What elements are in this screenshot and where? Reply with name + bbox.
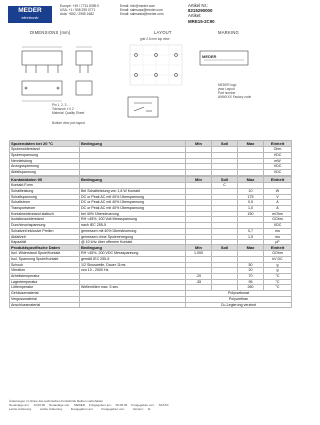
cell: g bbox=[264, 268, 292, 274]
col-header: Einheit bbox=[264, 177, 292, 183]
cell: @ 10 kHz über offenem Kontakt bbox=[80, 240, 186, 246]
cell: ms bbox=[264, 234, 292, 240]
cell: 175 bbox=[238, 194, 264, 200]
tolerance-note: Tolerance ± 0.2 bbox=[52, 107, 74, 111]
footer-field: SAXXX bbox=[158, 402, 169, 407]
table-row bbox=[10, 302, 292, 308]
footer-field: Version: bbox=[132, 406, 144, 411]
cell: A bbox=[264, 206, 292, 212]
col-header: Soll bbox=[212, 177, 238, 183]
table-row bbox=[10, 170, 292, 176]
cell: von 10 - 2000 Hz bbox=[80, 268, 186, 274]
table-title: Produktspezifische Daten bbox=[10, 245, 80, 251]
col-header: Bedingung bbox=[80, 141, 186, 147]
cell: VDC bbox=[264, 170, 292, 176]
contact-data-body bbox=[10, 183, 292, 246]
cell: Wellenlöten max. 5 sec. bbox=[80, 285, 186, 291]
dimensions-label: DIMENSIONS (mm) bbox=[30, 30, 71, 35]
coil-data-body bbox=[10, 147, 292, 176]
footer-field: Letzte Änderung: bbox=[39, 406, 63, 411]
col-header: Einheit bbox=[264, 141, 292, 147]
footer-field: Freigegeben von: bbox=[101, 406, 125, 411]
footer-field: Freigegeben am: bbox=[70, 406, 94, 411]
contact-block bbox=[60, 4, 99, 17]
cell: kV DC bbox=[264, 256, 292, 262]
cell: Polycarbonat bbox=[186, 291, 292, 297]
cell: Isol. Spannung Spule/Kontakt bbox=[10, 256, 80, 262]
footer-field: 13.06.00 bbox=[33, 402, 46, 407]
cell: VDC bbox=[264, 164, 292, 170]
footer bbox=[9, 400, 291, 411]
cell: °C bbox=[264, 285, 292, 291]
footer-field: 09.06.00 bbox=[115, 402, 128, 407]
footer-field: Freigegeben von: bbox=[131, 402, 155, 407]
cell: Spulenwiderstand bbox=[10, 147, 80, 153]
artikel-value: MRE15-2C90 bbox=[188, 18, 215, 24]
marking-line: yww Layout bbox=[218, 87, 235, 91]
footer-note: Änderungen im Sinne des technischen Fortschritts bleiben vorbehalten bbox=[9, 399, 104, 403]
cell: 1/2 Sinuswelle, Dauer 11ms bbox=[80, 262, 186, 268]
footer-field: Freigegeben am: bbox=[88, 402, 112, 407]
cell: Durchbruchspannung bbox=[10, 223, 80, 229]
contact-data-table bbox=[9, 176, 292, 246]
cell: DC or Peak AC mit 40% Überspannung bbox=[80, 200, 186, 206]
cell bbox=[238, 170, 264, 176]
cell: DC or Peak AC mit 40% Überspannung bbox=[80, 206, 186, 212]
email-usa: Email: salesusa@meder.com bbox=[120, 8, 163, 13]
cell: RH <45%, 100 Volt Messspannung bbox=[80, 217, 186, 223]
cell bbox=[186, 170, 212, 176]
product-data-table bbox=[9, 244, 292, 308]
cell: Schaltleistung bbox=[10, 188, 80, 194]
cell: Arbeitstemperatur bbox=[10, 274, 80, 280]
table-title: Spulendaten bei 20 °C bbox=[10, 141, 80, 147]
cell: Abfallspannung bbox=[10, 170, 80, 176]
cell: 50 bbox=[238, 262, 264, 268]
drawing-notes bbox=[52, 103, 84, 115]
cell: W bbox=[264, 188, 292, 194]
cell: 20 bbox=[238, 268, 264, 274]
marking-line: ANWXXX Factory code bbox=[218, 95, 252, 99]
cell: 70 bbox=[238, 274, 264, 280]
cell: °C bbox=[264, 279, 292, 285]
cell: Schaltstrom bbox=[10, 200, 80, 206]
artnr-value: 8215290000 bbox=[188, 8, 213, 14]
cell: Anzugsspannung bbox=[10, 164, 80, 170]
footer-field: MEDER bbox=[74, 402, 85, 407]
cell: -35 bbox=[186, 279, 212, 285]
cell: 10 bbox=[238, 188, 264, 194]
footer-field: Neuanlage am: bbox=[9, 402, 30, 407]
cell: ms bbox=[264, 228, 292, 234]
article-block bbox=[188, 3, 215, 24]
pin-note: Pin 1, 2, 3 ... bbox=[52, 103, 70, 107]
cell: 0,7 bbox=[238, 228, 264, 234]
cell: pF bbox=[264, 240, 292, 246]
footer-row-modified bbox=[9, 408, 291, 412]
cell: 260 bbox=[238, 285, 264, 291]
cell: mOhm bbox=[264, 211, 292, 217]
cell: VDC bbox=[264, 223, 292, 229]
cell: Vibration bbox=[10, 268, 80, 274]
cell: GOhm bbox=[264, 251, 292, 257]
cell: Kapazität bbox=[10, 240, 80, 246]
cell: Spulenspannung bbox=[10, 152, 80, 158]
cell: Isol. Widerstand Spule/Kontakt bbox=[10, 251, 80, 257]
cell: Abfallzeit bbox=[10, 234, 80, 240]
cell: 1,0 bbox=[238, 206, 264, 212]
logo-subtext: electronic bbox=[21, 15, 39, 20]
col-header: Bedingung bbox=[80, 245, 186, 251]
cell: Cu-Legierung verzinnt bbox=[186, 302, 292, 308]
contact-europe: Europe: +49 / 7731 8399 0 bbox=[60, 4, 100, 8]
meder-logo bbox=[8, 6, 52, 23]
cell: g bbox=[264, 262, 292, 268]
cell: Schaltspannung bbox=[10, 194, 80, 200]
cell: Lagertemperatur bbox=[10, 279, 80, 285]
cell: Schaltzeit inklusive Prellen bbox=[10, 228, 80, 234]
cell: °C bbox=[264, 274, 292, 280]
cell: Bei Schaltleistung von 1,8 W Kontakt bbox=[80, 188, 186, 194]
cell: Gehäusematerial bbox=[10, 291, 80, 297]
cell: Anschlussmaterial bbox=[10, 302, 80, 308]
cell: 1,5 bbox=[238, 234, 264, 240]
cell: 95 bbox=[238, 279, 264, 285]
pcb-note: Bottom view pcb layout bbox=[52, 121, 85, 125]
cell bbox=[212, 170, 238, 176]
col-header: Einheit bbox=[264, 245, 292, 251]
contact-usa: USA: +1 / 508 295 0771 bbox=[60, 8, 96, 13]
col-header: Bedingung bbox=[80, 177, 186, 183]
col-header: Max bbox=[238, 141, 264, 147]
cell: GOhm bbox=[264, 217, 292, 223]
cell: C bbox=[212, 183, 238, 189]
cell: Schock bbox=[10, 262, 80, 268]
cell: bei 40% Übersteuerung bbox=[80, 211, 186, 217]
cell: Transportstrom bbox=[10, 206, 80, 212]
email-asia: Email: salesasia@meder.com bbox=[120, 12, 164, 17]
cell: V bbox=[264, 194, 292, 200]
marking-line: Part number bbox=[218, 91, 236, 95]
marking-notes bbox=[218, 83, 251, 99]
footer-field: Neuanlage von: bbox=[49, 402, 71, 407]
col-header: Soll bbox=[212, 245, 238, 251]
cell: Kontaktwiderstand statisch bbox=[10, 211, 80, 217]
footer-field: 11 bbox=[147, 406, 151, 411]
cell: gemäß IEC 255-5 bbox=[80, 256, 186, 262]
cell: Vergussmaterial bbox=[10, 296, 80, 302]
logo-text: MEDER bbox=[18, 7, 42, 14]
product-data-body bbox=[10, 251, 292, 308]
email-info: Email: info@meder.com bbox=[120, 4, 156, 8]
technical-drawing bbox=[18, 27, 282, 138]
cell: -20 bbox=[186, 274, 212, 280]
cell: Löttemperatur bbox=[10, 285, 80, 291]
cell: 150 bbox=[238, 211, 264, 217]
footer-field: Letzte Änderung: bbox=[9, 406, 32, 411]
cell: Kontakt-Form bbox=[10, 183, 80, 189]
artnr-label: Artikel Nr.: bbox=[188, 3, 209, 8]
cell bbox=[80, 170, 186, 176]
grid-note: grid 2.5 mm top view bbox=[140, 37, 170, 41]
cell bbox=[80, 302, 186, 308]
cell: Nennleistung bbox=[10, 158, 80, 164]
cell: Polyurethan bbox=[186, 296, 292, 302]
cell: 0,5 bbox=[238, 200, 264, 206]
layout-label: LAYOUT bbox=[154, 30, 172, 35]
cell: DC or Peak AC mit 40% Überspannung bbox=[80, 194, 186, 200]
artikel-label: Artikel: bbox=[188, 13, 202, 19]
col-header: Soll bbox=[212, 141, 238, 147]
marking-line: MEDER logo bbox=[218, 83, 237, 87]
coil-data-table bbox=[9, 140, 292, 176]
cell: VDC bbox=[264, 152, 292, 158]
marking-box-text: MEDER bbox=[202, 54, 217, 59]
col-header: Max bbox=[238, 245, 264, 251]
cell: Ohm bbox=[264, 147, 292, 153]
cell: A bbox=[264, 200, 292, 206]
cell: gemessen mit 40% Übersteuerung bbox=[80, 228, 186, 234]
col-header: Min bbox=[186, 141, 212, 147]
table-title: Kontaktdaten 90 bbox=[10, 177, 80, 183]
cell: RH <45%, 200 VDC Messspannung bbox=[80, 251, 186, 257]
cell: Isolationswiderstand bbox=[10, 217, 80, 223]
cell: 1.000 bbox=[186, 251, 212, 257]
cell: gemessen ohne Spulenerregung bbox=[80, 234, 186, 240]
contact-asia: Asia: +852 / 2955 1682 bbox=[60, 12, 95, 17]
col-header: Max bbox=[238, 177, 264, 183]
cell: mW bbox=[264, 158, 292, 164]
email-block bbox=[120, 4, 163, 17]
col-header: Min bbox=[186, 177, 212, 183]
cell: nach IEC 255-5 bbox=[80, 223, 186, 229]
marking-label: MARKING bbox=[218, 30, 239, 35]
material-note: Material: Quality Sheet bbox=[52, 111, 85, 115]
col-header: Min bbox=[186, 245, 212, 251]
